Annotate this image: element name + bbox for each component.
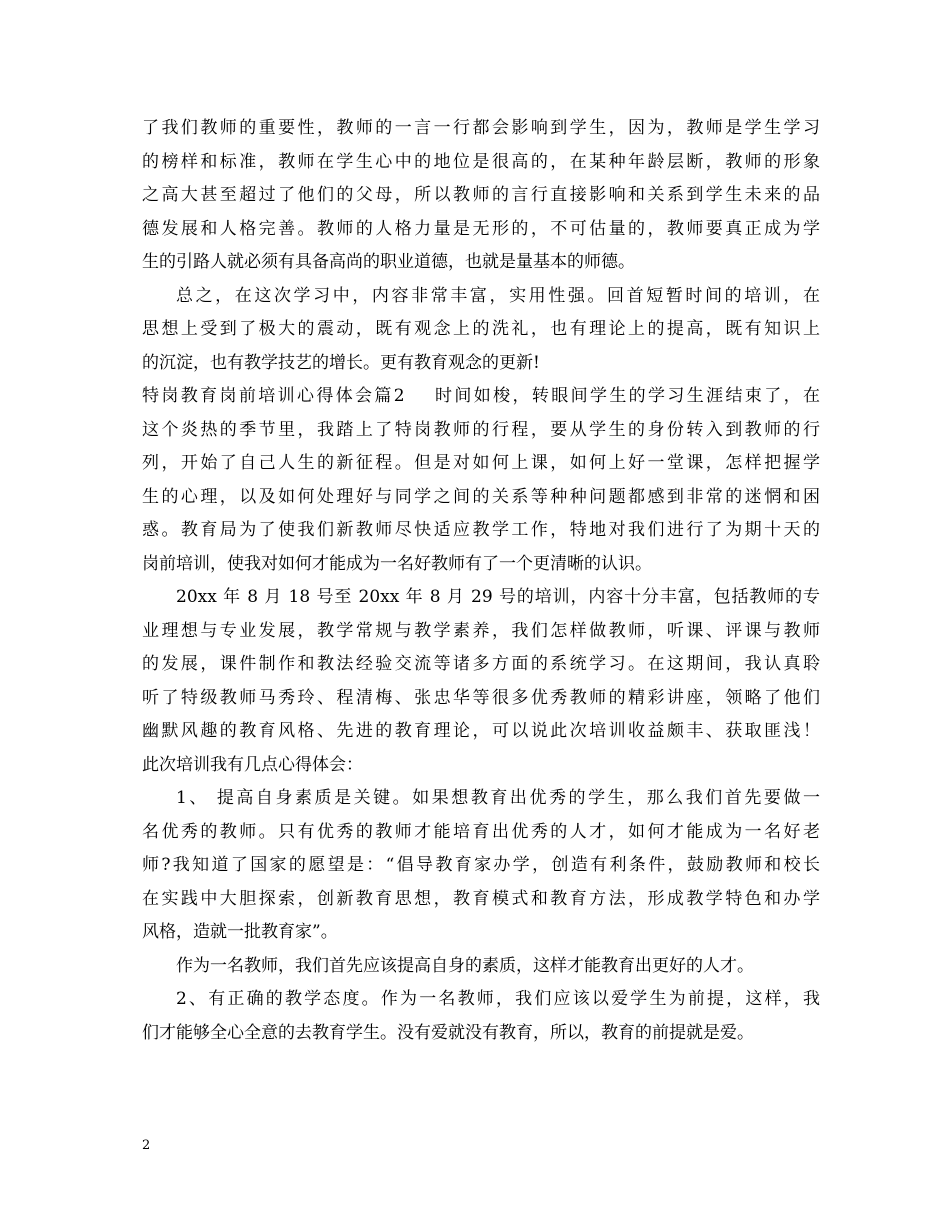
paragraph <box>142 581 820 782</box>
text-line: 岗前培训，使我对如何才能成为一名好教师有了一个更清晰的认识。 <box>142 553 652 574</box>
text-line: 风格，造就一批教育家”。 <box>142 922 338 942</box>
text-line: 列，开始了自己人生的新征程。但是对如何上课，如何上好一堂课，怎样把握学 <box>142 453 820 473</box>
text-line: 听了特级教师马秀玲、程清梅、张忠华等很多优秀教师的精彩讲座，领略了他们 <box>142 687 820 708</box>
paragraph <box>142 112 820 280</box>
text-line: 作为一名教师，我们首先应该提高自身的素质，这样才能教育出更好的人才。 <box>176 955 754 976</box>
text-line: 总之，在这次学习中，内容非常丰富，实用性强。回首短暂时间的培训，在 <box>176 285 820 306</box>
text-line: 业理想与专业发展，教学常规与教学素养，我们怎样做教师，听课、评课与教师 <box>142 620 820 641</box>
text-line: 惑。教育局为了使我们新教师尽快适应教学工作，特地对我们进行了为期十天的 <box>142 520 820 540</box>
text-line: 20xx 年 8 月 18 号至 20xx 年 8 月 29 号的培训，内容十分丰富，包括教师的专 <box>176 587 820 607</box>
text-line: 1、 提高自身素质是关键。如果想教育出优秀的学生，那么我们首先要做一 <box>176 788 820 808</box>
text-line: 生的心理，以及如何处理好与同学之间的关系等种种问题都感到非常的迷惘和困 <box>142 486 820 507</box>
page-number: 2 <box>142 1138 151 1153</box>
text-line: 的榜样和标准，教师在学生心中的地位是很高的，在某种年龄层断，教师的形象 <box>142 151 820 172</box>
text-line: 此次培训我有几点心得体会： <box>142 754 363 775</box>
text-span: 时间如梭，转眼间学生的学习生涯结束了，在 <box>432 386 821 406</box>
text-line <box>142 380 820 414</box>
paragraph <box>142 782 820 950</box>
paragraph <box>142 983 820 1050</box>
text-line: 生的引路人就必须有具备高尚的职业道德，也就是量基本的师德。 <box>142 252 635 272</box>
text-line: 名优秀的教师。只有优秀的教师才能培育出优秀的人才，如何才能成为一名好老 <box>142 821 820 842</box>
paragraph <box>142 280 820 381</box>
text-line: 的发展，课件制作和教法经验交流等诸多方面的系统学习。在这期间，我认真聆 <box>142 654 820 674</box>
text-line: 德发展和人格完善。教师的人格力量是无形的，不可估量的，教师要真正成为学 <box>142 218 820 239</box>
text-line: 了我们教师的重要性，教师的一言一行都会影响到学生，因为，教师是学生学习 <box>142 118 820 138</box>
text-line: 们才能够全心全意的去教育学生。没有爱就没有教育，所以，教育的前提就是爱。 <box>142 1022 754 1043</box>
text-line: 幽默风趣的教育风格、先进的教育理论，可以说此次培训收益颇丰、获取匪浅！ <box>142 721 820 741</box>
text-line: 的沉淀，也有教学技艺的增长。更有教育观念的更新! <box>142 352 540 373</box>
text-line: 师?我知道了国家的愿望是：“倡导教育家办学，创造有利条件，鼓励教师和校长 <box>142 855 820 875</box>
paragraph <box>142 380 820 581</box>
text-line: 这个炎热的季节里，我踏上了特岗教师的行程，要从学生的身份转入到教师的行 <box>142 419 820 440</box>
text-line: 思想上受到了极大的震动，既有观念上的洗礼，也有理论上的提高，既有知识上 <box>142 319 820 339</box>
section-heading: 特岗教育岗前培训心得体会篇2 <box>142 386 405 406</box>
document-body <box>142 112 820 1050</box>
paragraph <box>142 950 820 984</box>
text-line: 之高大甚至超过了他们的父母，所以教师的言行直接影响和关系到学生未来的品 <box>142 185 820 205</box>
text-line: 2、有正确的教学态度。作为一名教师，我们应该以爱学生为前提，这样，我 <box>176 989 820 1009</box>
text-line: 在实践中大胆探索，创新教育思想，教育模式和教育方法，形成教学特色和办学 <box>142 888 820 909</box>
